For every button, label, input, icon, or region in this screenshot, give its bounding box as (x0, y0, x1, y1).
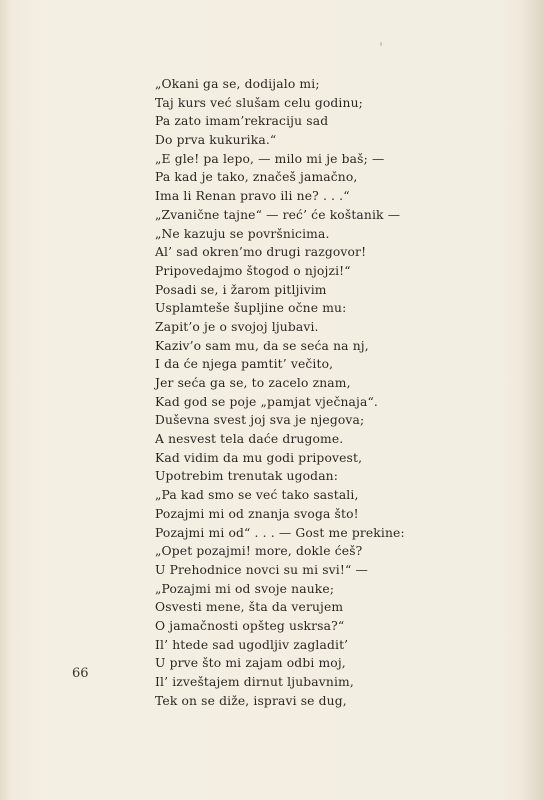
poem-line: A nesvest tela daće drugome. (155, 432, 344, 447)
poem-line: „Zvanične tajne“ — reć’ će koštanik — (155, 207, 401, 222)
poem-line: Kaziv’o sam mu, da se seća na nj, (155, 338, 369, 353)
paper-speck (380, 42, 382, 46)
poem-line: Kad god se poje „pamjat vječnaja“. (155, 394, 378, 409)
poem-line: Pozajmi mi od“ . . . — Gost me prekine: (155, 525, 405, 540)
page-edge-shadow (522, 0, 544, 800)
poem-line: Upotrebim trenutak ugodan: (155, 469, 339, 484)
poem-line: Pa zato imam’rekraciju sad (155, 114, 329, 129)
poem-line: Osvesti mene, šta da verujem (155, 600, 344, 615)
poem-line: „Opet pozajmi! more, dokle ćeš? (155, 544, 363, 559)
poem-line: Al’ sad okren’mo drugi razgovor! (155, 245, 367, 260)
poem-line: I da će njega pamtit’ večito, (155, 357, 334, 372)
poem-line: O jamačnosti opšteg uskrsa?“ (155, 618, 345, 633)
poem-line: Posadi se, i žarom pitljivim (155, 282, 327, 297)
poem-line: U prve što mi zajam odbi moj, (155, 656, 346, 671)
poem-line: Taj kurs već slušam celu godinu; (155, 95, 363, 110)
poem-line: „Pozajmi mi od svoje nauke; (155, 581, 335, 596)
poem-line: U Prehodnice novci su mi svi!“ — (155, 562, 368, 577)
poem-line: „E gle! pa lepo, — milo mi je baš; — (155, 151, 385, 166)
poem-line: Ima li Renan pravo ili ne? . . .“ (155, 189, 350, 204)
poem-line: Pripovedajmo štogod o njojzi!“ (155, 263, 351, 278)
poem-line: Jer seća ga se, to zacelo znam, (155, 376, 351, 390)
poem-line: Pa kad je tako, značeš jamačno, (155, 170, 358, 185)
poem-line: Kad vidim da mu godi pripovest, (155, 450, 363, 465)
poem-line: Zapit’o je o svojoj ljubavi. (155, 319, 319, 334)
poem-line: „Ne kazuju se površnicima. (155, 226, 330, 241)
poem-line: Il’ htede sad ugodljiv zagladit’ (155, 637, 349, 652)
poem-line: Do prva kukurika.“ (155, 133, 277, 148)
poem-line: Il’ izveštajem dirnut ljubavnim, (155, 675, 354, 689)
poem-line: „Okani ga se, dodijalo mi; (155, 77, 320, 91)
poem-line: Duševna svest joj sva je njegova; (155, 413, 365, 428)
page-gutter-shadow (0, 0, 10, 800)
poem-line: Pozajmi mi od znanja svoga što! (155, 506, 359, 521)
page-number: 66 (72, 666, 89, 681)
poem-line: „Pa kad smo se već tako sastali, (155, 488, 359, 503)
poem-text-block (155, 75, 445, 710)
poem-line: Tek on se diže, ispravi se dug, (155, 693, 347, 708)
poem-line: Usplamteše šupljine očne mu: (155, 301, 347, 316)
